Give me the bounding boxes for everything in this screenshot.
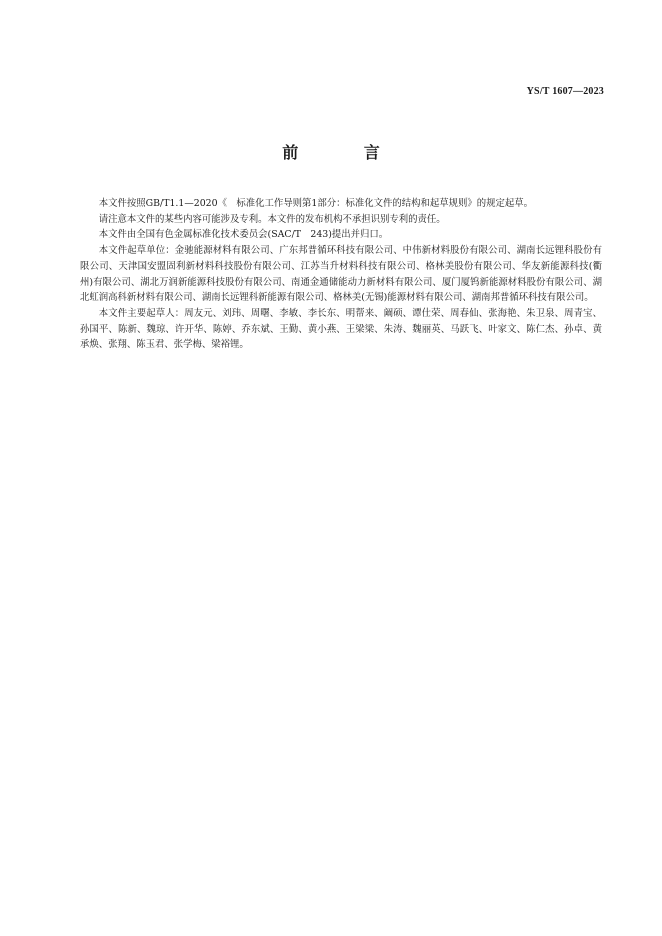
paragraph-drafting-units: 本文件起草单位：金驰能源材料有限公司、广东邦普循环科技有限公司、中伟新材料股份有限公司、湖南长远锂科股份有限公司、天津国安盟固利新材料科技股份有限公司、江苏当升材料科技有限公司、格林美股份有限公司、华友新能源科技(衢州)有限公司、湖北万润新能源科技股份有限公司、南通金通储能动力新材料有限公司、厦门厦钨新能源材料股份有限公司、湖北虹润高科新材料有限公司、湖南长远锂科新能源有限公司、格林美(无锡)能源材料有限公司、湖南邦普循环科技有限公司。	[80, 245, 602, 304]
paragraph-proposer: 本文件由全国有色金属标准化技术委员会(SAC/T 243)提出并归口。	[98, 229, 389, 241]
paragraph-patent-notice: 请注意本文件的某些内容可能涉及专利。本文件的发布机构不承担识别专利的责任。	[98, 213, 446, 225]
paragraph-drafters: 本文件主要起草人：周友元、刘玮、周曙、李敏、李长东、明帮来、阚硕、谭仕荣、周春仙、张海艳、朱卫泉、周青宝、孙国平、陈新、魏琼、许开华、陈婷、乔东斌、王勤、黄小燕、王梁梁、朱涛、魏丽英、马跃飞、叶家文、陈仁杰、孙卓、黄承焕、张翔、陈玉君、张学梅、梁裕锂。	[80, 307, 602, 351]
standard-code: YS/T 1607—2023	[526, 86, 604, 97]
page-title: 前 言	[282, 143, 410, 162]
foreword-body	[80, 196, 602, 353]
paragraph-drafting-rules: 本文件按照GB/T1.1—2020《 标准化工作导则第1部分：标准化文件的结构和起草规则》的规定起草。	[98, 198, 533, 209]
